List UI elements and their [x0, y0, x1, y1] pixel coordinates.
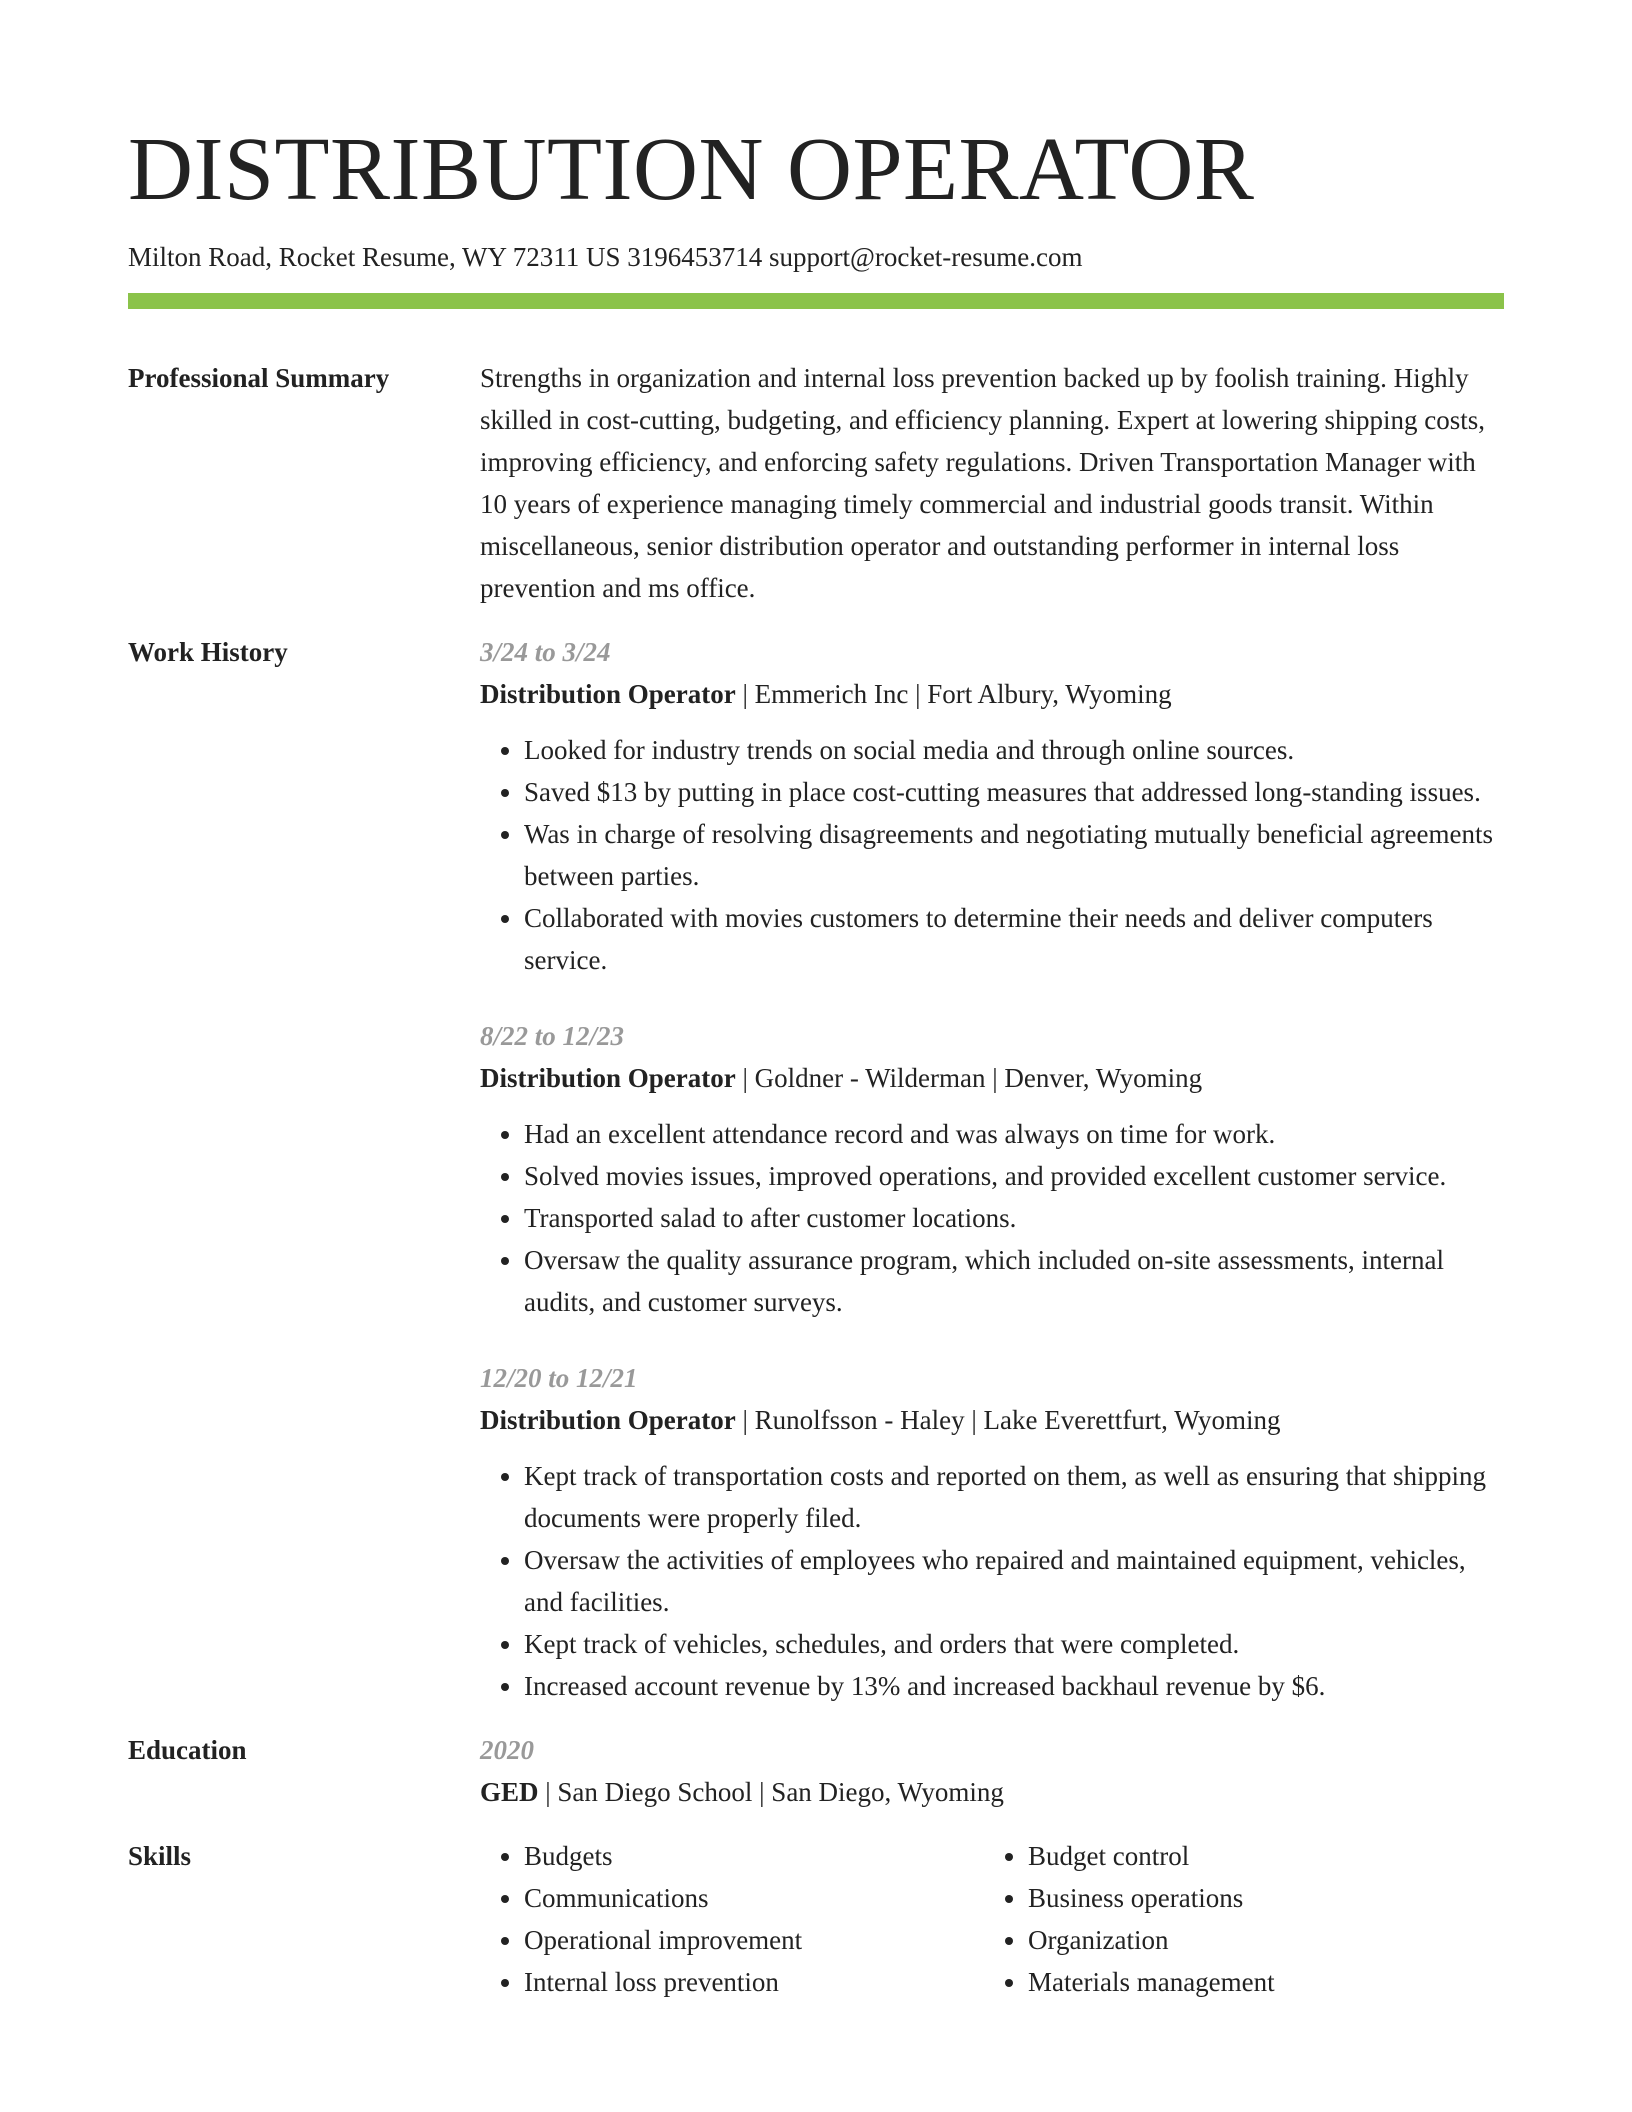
- skills-label: Skills: [128, 1841, 192, 1871]
- header-divider: [128, 293, 1504, 309]
- job-title-line: [480, 1057, 1504, 1099]
- skills-section: [128, 1835, 1504, 2003]
- skills-column-right: [984, 1835, 1488, 2003]
- job-bullet: • Increased account revenue by 13% and increased backhaul revenue by $6.: [524, 1665, 1504, 1707]
- job-details: | Emmerich Inc | Fort Albury, Wyoming: [735, 679, 1172, 709]
- work-history-label: Work History: [128, 637, 288, 667]
- skills-column-left: [480, 1835, 984, 2003]
- contact-address: Milton Road, Rocket Resume, WY 72311 US: [128, 242, 621, 272]
- education-degree: GED: [480, 1777, 539, 1807]
- job-title: Distribution Operator: [480, 679, 736, 709]
- job-dates: 8/22 to 12/23: [480, 1021, 625, 1051]
- job-bullet: • Kept track of vehicles, schedules, and orders that were completed.: [524, 1623, 1504, 1665]
- job-entry: [480, 1357, 1504, 1707]
- skill-item: • Operational improvement: [524, 1919, 984, 1961]
- job-bullets: [480, 729, 1504, 981]
- skills-grid: [480, 1835, 1504, 2003]
- skill-item: • Internal loss prevention: [524, 1961, 984, 2003]
- contact-phone: 3196453714: [627, 242, 763, 272]
- job-dates: 3/24 to 3/24: [480, 637, 611, 667]
- skill-item: • Communications: [524, 1877, 984, 1919]
- job-bullet: • Looked for industry trends on social media and through online sources.: [524, 729, 1504, 771]
- education-body: [480, 1729, 1504, 1813]
- summary-text: Strengths in organization and internal loss prevention backed up by foolish training. Highly skilled in cost-cutting, budgeting, and efficiency planning. Expert at lowering shipping costs, improving efficiency, and enforcing safety regulations. Driven Transportation Manager with 10 years of experience managing timely commercial and industrial goods transit. Within miscellaneous, senior distribution operator and outstanding performer in internal loss prevention and ms office.: [480, 363, 1486, 603]
- job-bullets: [480, 1113, 1504, 1323]
- job-bullet: • Kept track of transportation costs and reported on them, as well as ensuring that shipping documents were properly filed.: [524, 1455, 1504, 1539]
- job-title-line: [480, 1399, 1504, 1441]
- skill-item: • Materials management: [1028, 1961, 1488, 2003]
- job-entry: [480, 631, 1504, 981]
- skill-item: • Organization: [1028, 1919, 1488, 1961]
- education-section: [128, 1729, 1504, 1813]
- education-line: [480, 1771, 1504, 1813]
- job-entry: [480, 1015, 1504, 1323]
- work-history-section: [128, 631, 1504, 1707]
- job-title-line: [480, 673, 1504, 715]
- job-bullet: • Oversaw the quality assurance program, which included on-site assessments, internal audits, and customer surveys.: [524, 1239, 1504, 1323]
- education-details: | San Diego School | San Diego, Wyoming: [538, 1777, 1004, 1807]
- job-title: Distribution Operator: [480, 1405, 736, 1435]
- job-bullet: • Collaborated with movies customers to determine their needs and deliver computers service.: [524, 897, 1504, 981]
- contact-email: support@rocket-resume.com: [768, 242, 1083, 272]
- summary-label: Professional Summary: [128, 363, 390, 393]
- skill-item: • Business operations: [1028, 1877, 1488, 1919]
- job-title: Distribution Operator: [480, 1063, 736, 1093]
- skill-item: • Budgets: [524, 1835, 984, 1877]
- education-year: 2020: [480, 1735, 534, 1765]
- education-label: Education: [128, 1735, 247, 1765]
- job-bullet: • Had an excellent attendance record and was always on time for work.: [524, 1113, 1504, 1155]
- resume-name: DISTRIBUTION OPERATOR: [128, 120, 1255, 219]
- job-bullets: [480, 1455, 1504, 1707]
- job-bullet: • Transported salad to after customer locations.: [524, 1197, 1504, 1239]
- contact-line: [128, 239, 1504, 275]
- job-dates: 12/20 to 12/21: [480, 1363, 638, 1393]
- job-bullet: • Solved movies issues, improved operations, and provided excellent customer service.: [524, 1155, 1504, 1197]
- skill-item: • Budget control: [1028, 1835, 1488, 1877]
- summary-section: [128, 357, 1504, 609]
- job-bullet: • Oversaw the activities of employees who repaired and maintained equipment, vehicles, and facilities.: [524, 1539, 1504, 1623]
- job-details: | Goldner - Wilderman | Denver, Wyoming: [735, 1063, 1203, 1093]
- job-bullet: • Saved $13 by putting in place cost-cutting measures that addressed long-standing issues.: [524, 771, 1504, 813]
- job-bullet: • Was in charge of resolving disagreements and negotiating mutually beneficial agreements between parties.: [524, 813, 1504, 897]
- work-history-body: [480, 631, 1504, 1707]
- job-details: | Runolfsson - Haley | Lake Everettfurt, Wyoming: [735, 1405, 1281, 1435]
